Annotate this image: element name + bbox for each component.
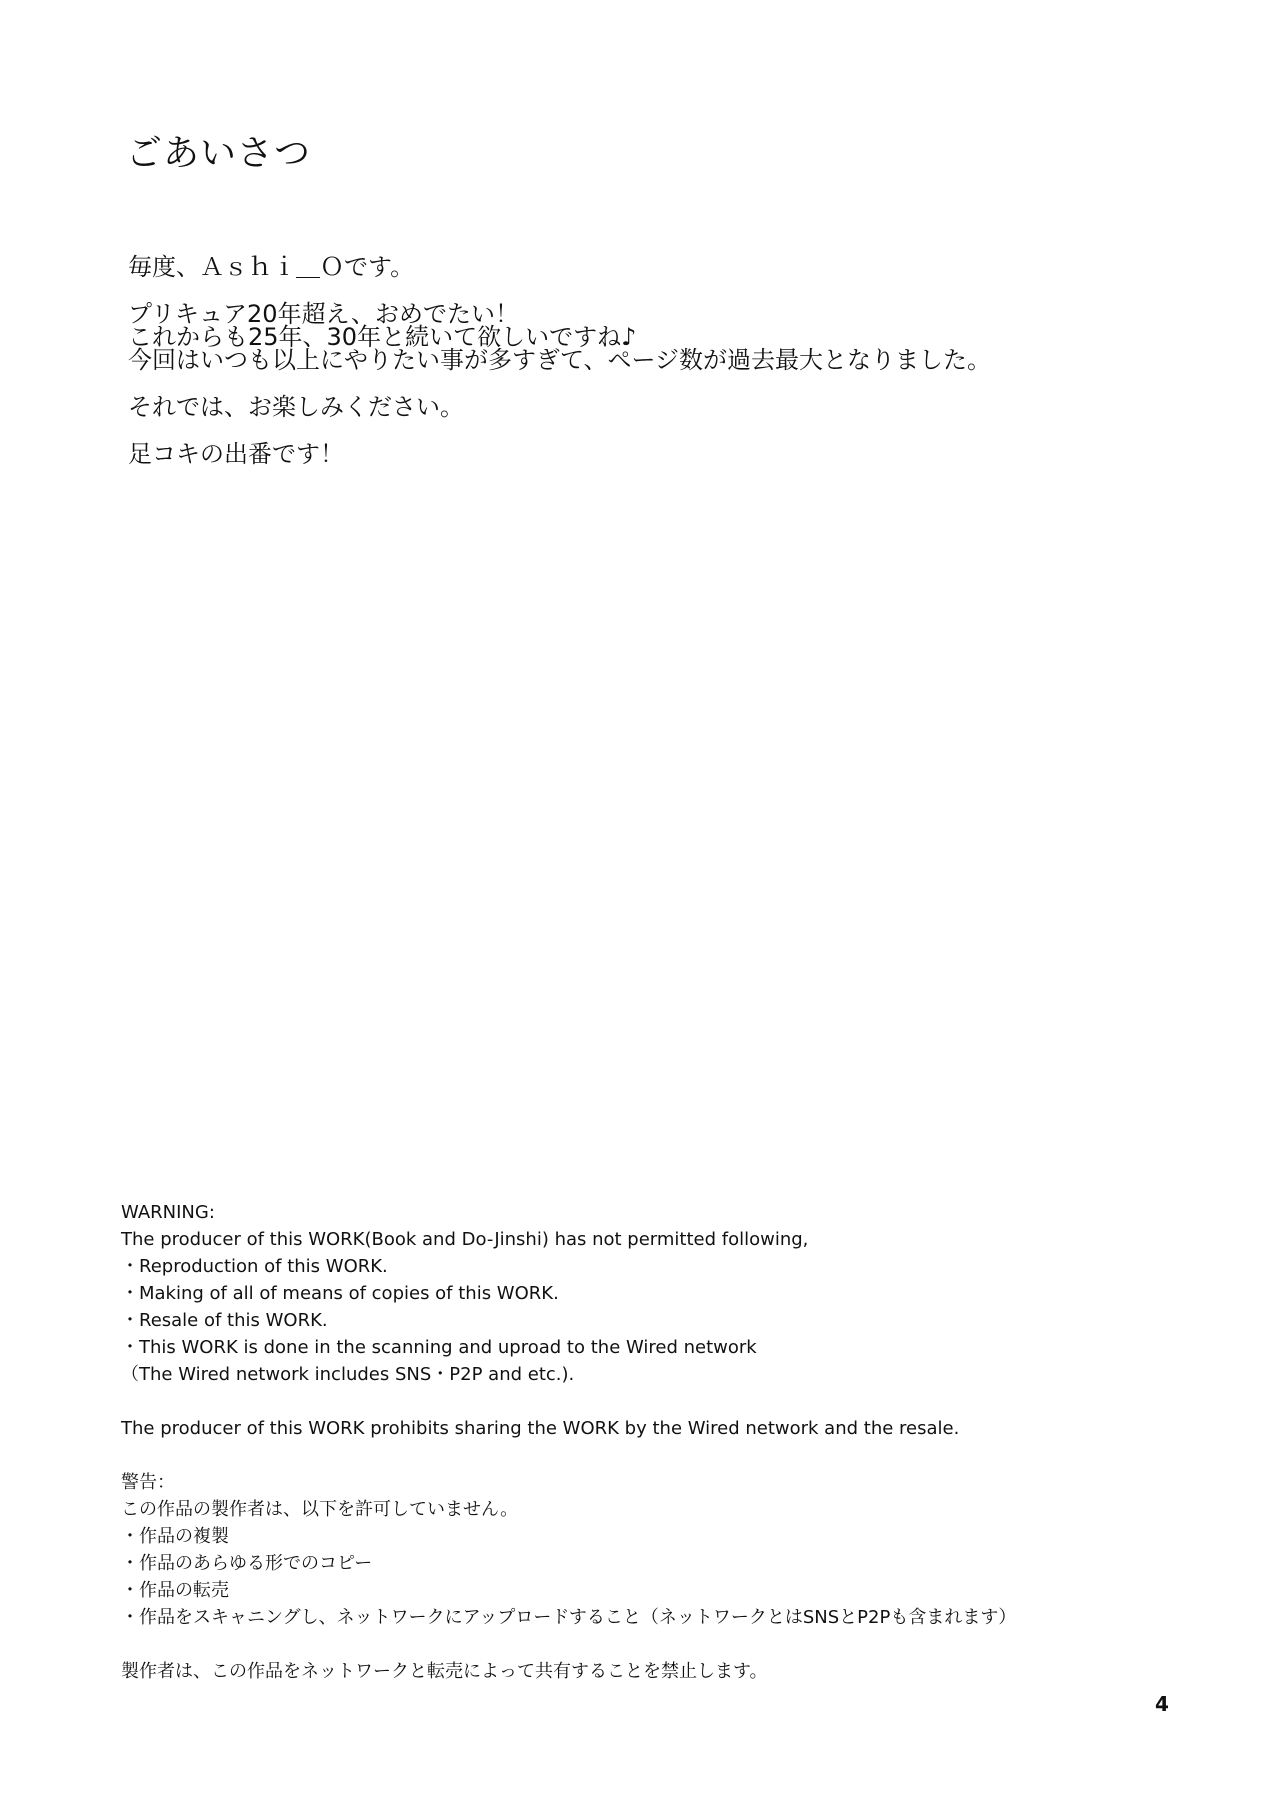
- warning-item-ja: ・作品をスキャニングし、ネットワークにアップロードすること（ネットワークとはSNSとP2Pも含まれます）: [121, 1607, 1017, 1628]
- greeting-line: プリキュア20年超え、おめでたい！: [128, 300, 520, 328]
- greeting-line: 足コキの出番です！: [128, 440, 344, 468]
- warning-intro-ja: この作品の製作者は、以下を許可していません。: [121, 1499, 519, 1520]
- spacer: [121, 1442, 1181, 1469]
- page-title: ごあいさつ: [126, 133, 312, 174]
- warning-closing-en: The producer of this WORK prohibits sharing the WORK by the Wired network and the resale.: [121, 1418, 960, 1439]
- warning-item-en: （The Wired network includes SNS・P2P and etc.).: [121, 1364, 575, 1385]
- warning-item-ja: ・作品の複製: [121, 1526, 229, 1547]
- greeting-line: これからも25年、30年と続いて欲しいですね♪: [128, 323, 637, 351]
- greeting-paragraph: [128, 253, 1168, 281]
- warning-item-en: ・Resale of this WORK.: [121, 1310, 328, 1331]
- greeting-section: [128, 253, 1168, 490]
- greeting-paragraph: [128, 300, 1168, 374]
- spacer: [121, 1631, 1181, 1658]
- warning-item-en: ・This WORK is done in the scanning and uproad to the Wired network: [121, 1337, 757, 1358]
- greeting-paragraph: [128, 393, 1168, 421]
- warning-section: [121, 1199, 1181, 1685]
- warning-item-en: ・Reproduction of this WORK.: [121, 1256, 388, 1277]
- warning-intro-en: The producer of this WORK(Book and Do-Jinshi) has not permitted following,: [121, 1229, 809, 1250]
- spacer: [121, 1388, 1181, 1415]
- warning-item-ja: ・作品のあらゆる形でのコピー: [121, 1553, 373, 1574]
- warning-closing-ja: 製作者は、この作品をネットワークと転売によって共有することを禁止します。: [121, 1661, 768, 1682]
- greeting-line: 毎度、Ａｓｈｉ＿Ｏです。: [128, 253, 415, 281]
- warning-heading-en: WARNING:: [121, 1202, 215, 1223]
- warning-heading-ja: 警告：: [121, 1472, 175, 1493]
- greeting-line: 今回はいつも以上にやりたい事が多すぎて、ページ数が過去最大となりました。: [128, 346, 992, 374]
- greeting-line: それでは、お楽しみください。: [128, 393, 464, 421]
- warning-item-ja: ・作品の転売: [121, 1580, 229, 1601]
- warning-item-en: ・Making of all of means of copies of this WORK.: [121, 1283, 559, 1304]
- greeting-paragraph: [128, 440, 1168, 468]
- page-number: 4: [1155, 1692, 1169, 1716]
